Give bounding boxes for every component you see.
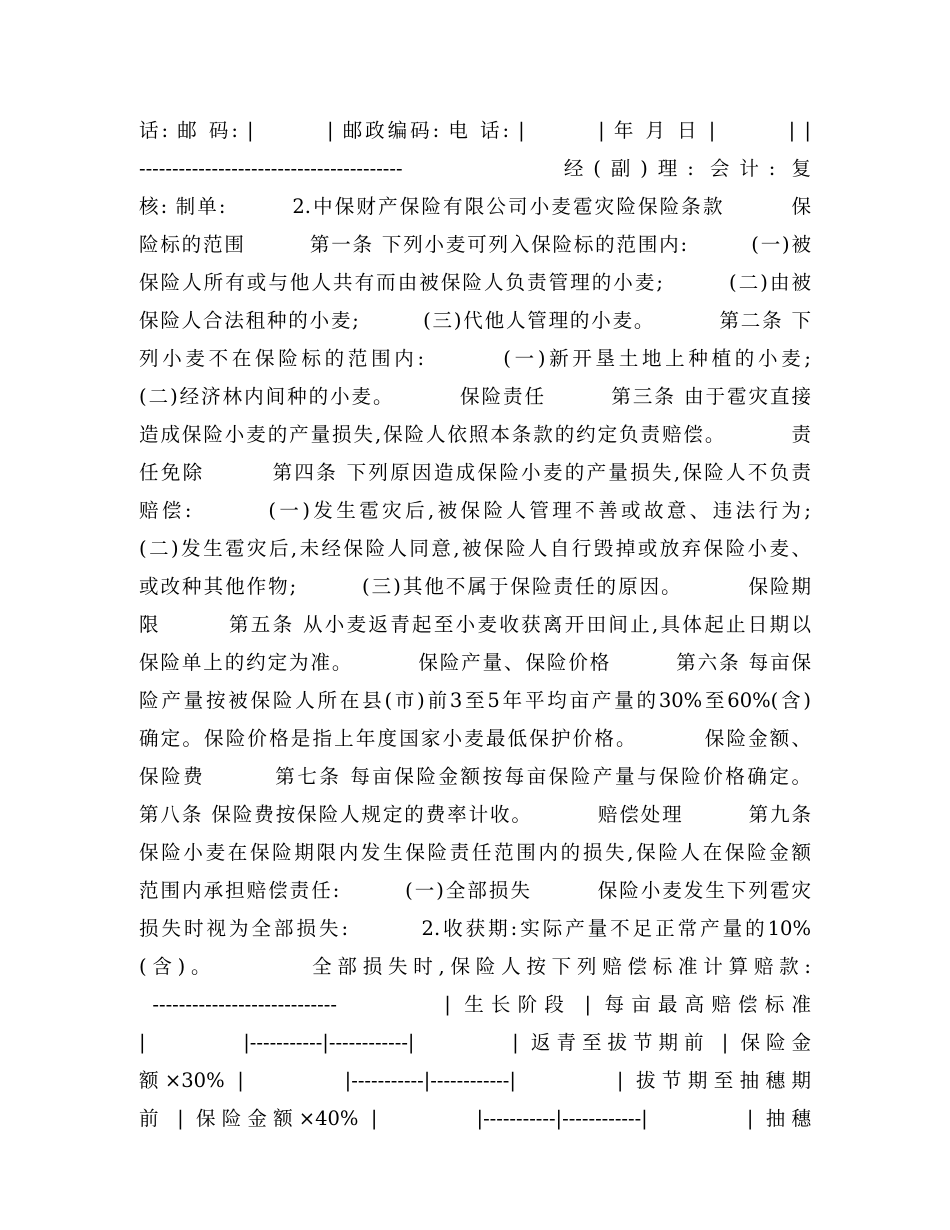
text-line: 保险人所有或与他人共有而由被保险人负责管理的小麦; (二)由被 (139, 271, 811, 294)
text-line: (二)经济林内间种的小麦。 保险责任 第三条 由于雹灾直接 (139, 385, 811, 408)
text-line: 保险人合法租种的小麦; (三)代他人管理的小麦。 第二条 下 (139, 309, 811, 332)
body-text (139, 112, 811, 1138)
text-line: ---------------------------- | 生长阶段 | 每亩最高赔偿标准 (139, 993, 811, 1016)
text-line: 额×30% | |-----------|------------| | 拔节期至抽穗期 (139, 1069, 811, 1092)
text-line: (二)发生雹灾后,未经保险人同意,被保险人自行毁掉或放弃保险小麦、 (139, 537, 811, 560)
text-line: 确定。保险价格是指上年度国家小麦最低保护价格。 保险金额、 (139, 727, 811, 750)
text-line: 核: 制单: 2.中保财产保险有限公司小麦雹灾险保险条款 保 (139, 195, 811, 218)
text-line: 损失时视为全部损失: 2.收获期:实际产量不足正常产量的10% (139, 917, 811, 940)
text-line: 任免除 第四条 下列原因造成保险小麦的产量损失,保险人不负责 (139, 461, 811, 484)
text-line: 赔偿: (一)发生雹灾后,被保险人管理不善或故意、违法行为; (139, 499, 811, 522)
text-line: 险产量按被保险人所在县(市)前3至5年平均亩产量的30%至60%(含) (139, 689, 811, 712)
text-line: 话: 邮 码: | | 邮政编码: 电 话: | | 年 月 日 | | | (139, 119, 811, 142)
text-line: 第八条 保险费按保险人规定的费率计收。 赔偿处理 第九条 (139, 803, 811, 826)
text-line: 或改种其他作物; (三)其他不属于保险责任的原因。 保险期 (139, 575, 811, 598)
text-line: 险标的范围 第一条 下列小麦可列入保险标的范围内: (一)被 (139, 233, 811, 256)
text-line: 前 | 保险金额×40% | |-----------|------------| | 抽穗 (139, 1107, 811, 1130)
text-line: 保险费 第七条 每亩保险金额按每亩保险产量与保险价格确定。 (139, 765, 811, 788)
text-line: (含)。 全部损失时,保险人按下列赔偿标准计算赔款: (139, 955, 811, 978)
text-line: 造成保险小麦的产量损失,保险人依照本条款的约定负责赔偿。 责 (139, 423, 811, 446)
text-line: 列小麦不在保险标的范围内: (一)新开垦土地上种植的小麦; (139, 347, 811, 370)
text-line: 范围内承担赔偿责任: (一)全部损失 保险小麦发生下列雹灾 (139, 879, 811, 902)
text-line: 保险小麦在保险期限内发生保险责任范围内的损失,保险人在保险金额 (139, 841, 811, 864)
text-line: 限 第五条 从小麦返青起至小麦收获离开田间止,具体起止日期以 (139, 613, 811, 636)
text-line: | |-----------|------------| | 返青至拔节期前 | 保险金 (139, 1031, 811, 1054)
text-line: 保险单上的约定为准。 保险产量、保险价格 第六条 每亩保 (139, 651, 811, 674)
text-line: ---------------------------------------- 经(副)理: 会计: 复 (139, 157, 811, 180)
